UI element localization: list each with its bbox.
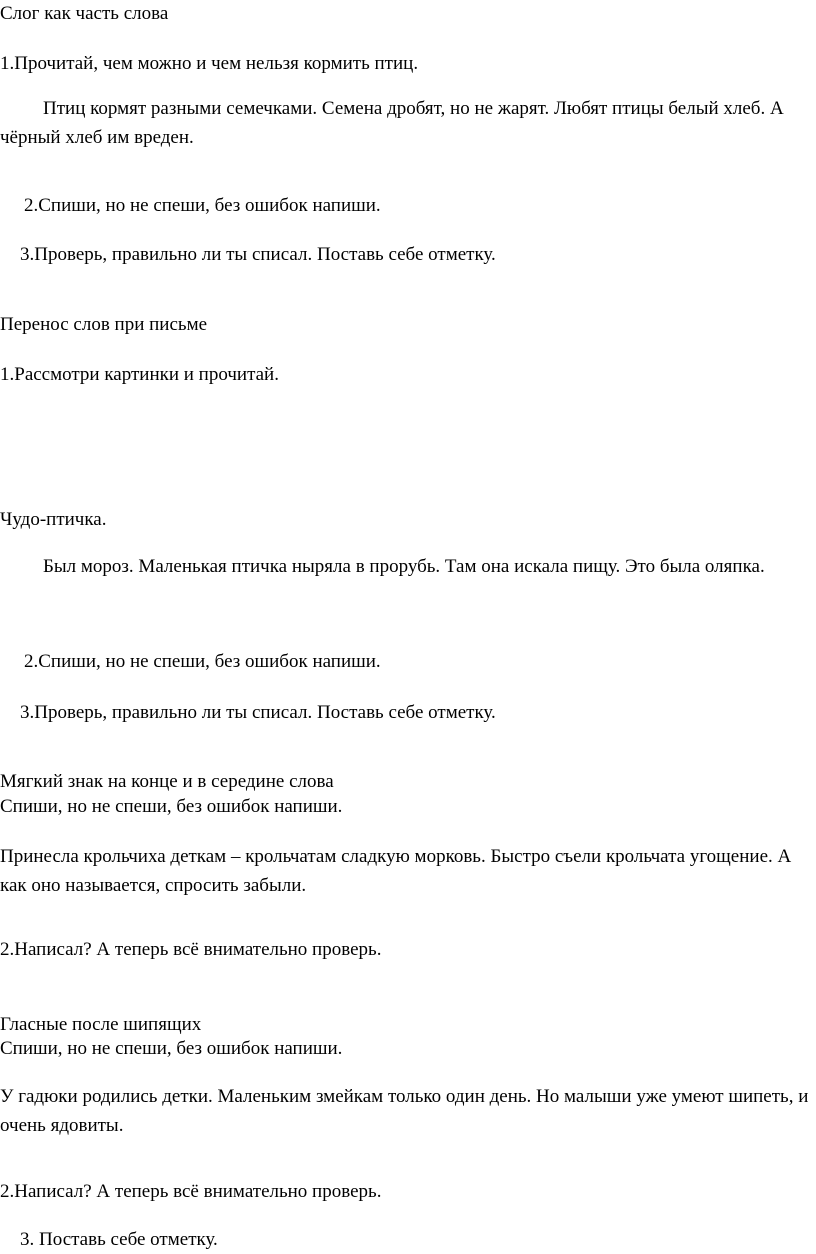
section2-task3: 3.Проверь, правильно ли ты списал. Поставь себе отметку. (20, 702, 496, 723)
section1-text (0, 94, 810, 152)
section3-text (0, 842, 810, 900)
section2-task1: 1.Рассмотри картинки и прочитай. (0, 364, 279, 385)
section1-text-content: Птиц кормят разными семечками. Семена дробят, но не жарят. Любят птицы белый хлеб. А чёрный хлеб им вреден. (0, 98, 784, 148)
section4-title: Гласные после шипящих (0, 1014, 202, 1035)
section4-text (0, 1082, 810, 1140)
section4-text-content: У гадюки родились детки. Маленьким змейкам только один день. Но малыши уже умеют шипеть, и очень ядовиты. (0, 1086, 809, 1136)
section2-story-title: Чудо-птичка. (0, 509, 107, 530)
section3-text-content: Принесла крольчиха деткам – крольчатам сладкую морковь. Быстро съели крольчата угощение. А как оно называется, спросить забыли. (0, 846, 792, 896)
section2-task2: 2.Спиши, но не спеши, без ошибок напиши. (24, 651, 381, 672)
section2-title: Перенос слов при письме (0, 314, 208, 335)
section1-task2: 2.Спиши, но не спеши, без ошибок напиши. (24, 195, 381, 216)
section4-task2: 2.Написал? А теперь всё внимательно проверь. (0, 1181, 382, 1202)
section3-task2: 2.Написал? А теперь всё внимательно проверь. (0, 939, 382, 960)
section1-task3: 3.Проверь, правильно ли ты списал. Поставь себе отметку. (20, 244, 496, 265)
section4-instruction: Спиши, но не спеши, без ошибок напиши. (0, 1038, 343, 1059)
section2-text (0, 552, 810, 581)
section1-title: Слог как часть слова (0, 3, 169, 24)
section2-text-content: Был мороз. Маленькая птичка ныряла в прорубь. Там она искала пищу. Это была оляпка. (43, 556, 765, 577)
section3-instruction: Спиши, но не спеши, без ошибок напиши. (0, 796, 343, 817)
section1-task1: 1.Прочитай, чем можно и чем нельзя кормить птиц. (0, 53, 419, 74)
section3-title: Мягкий знак на конце и в середине слова (0, 771, 334, 792)
section4-task3: 3. Поставь себе отметку. (20, 1229, 218, 1250)
